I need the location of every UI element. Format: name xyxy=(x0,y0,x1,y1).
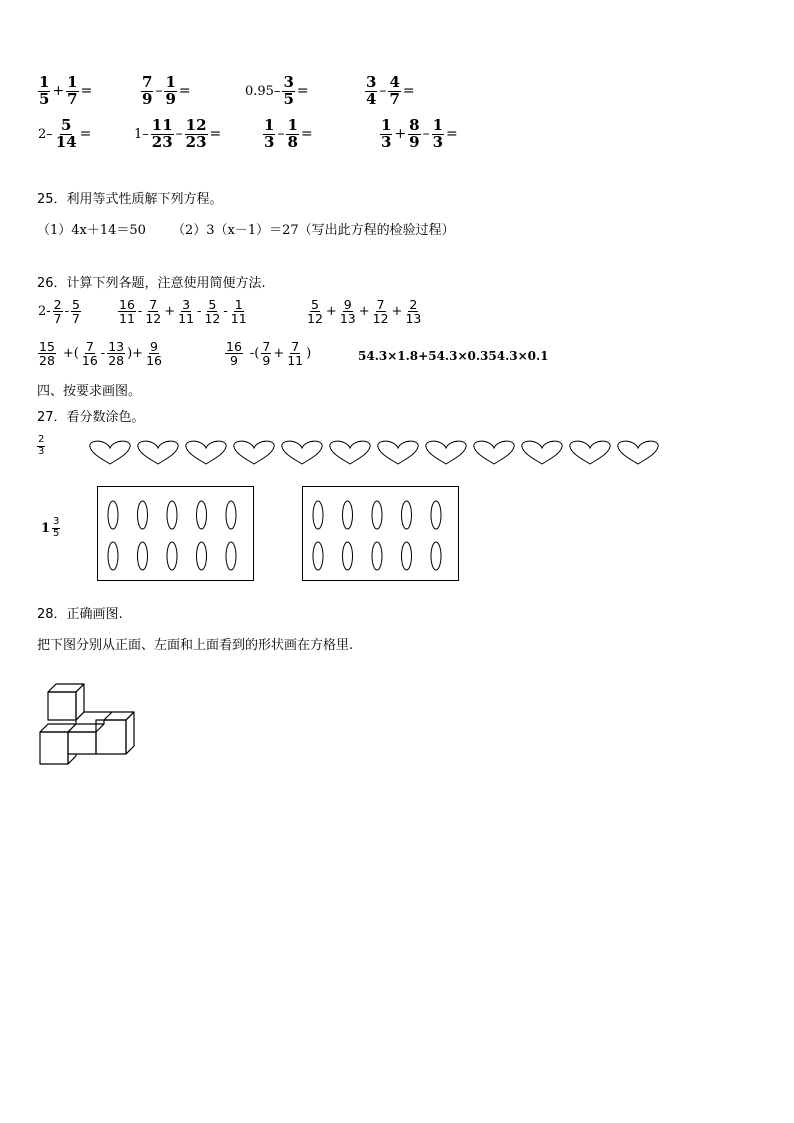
fraction: $\frac{7}{16}$ xyxy=(81,339,98,369)
heart-shape xyxy=(474,441,514,464)
q26-expr-6: 54.3×1.8+54.3×0.354.3×0.1 xyxy=(358,349,549,363)
ellipse-shape xyxy=(167,542,177,570)
q26-expr-4: $\frac{15}{28}$ +( $\frac{7}{16}$ - $\frac{13}{28}$ )+ $\frac{9}{16}$ xyxy=(39,339,162,369)
fraction: $\frac{1}{11}$ xyxy=(230,297,247,327)
fraction: $\frac{1}{7}$ xyxy=(67,73,78,108)
fraction: $\frac{3}{4}$ xyxy=(366,73,377,108)
ellipse-shape xyxy=(372,501,382,529)
q26-expr-1: 2- $\frac{2}{7}$ - $\frac{5}{7}$ xyxy=(38,297,80,327)
calc-expr-2: $\frac{7}{9}$ – $\frac{1}{9}$ = xyxy=(142,73,191,108)
ellipse-shape xyxy=(343,542,353,570)
fraction: $\frac{8}{9}$ xyxy=(409,116,420,151)
calc-expr-1: $\frac{1}{5}$ + $\frac{1}{7}$ = xyxy=(39,73,93,108)
cube-front-2 xyxy=(68,732,96,754)
ellipse-shape xyxy=(226,501,236,529)
fraction: $\frac{9}{16}$ xyxy=(146,339,162,369)
fraction: $\frac{16}{9}$ xyxy=(226,339,242,369)
q25-part-2: （2）3（x－1）＝27（写出此方程的检验过程） xyxy=(172,223,455,238)
fraction: $\frac{15}{28}$ xyxy=(39,339,55,369)
fraction: $\frac{1}{3}$ xyxy=(381,116,392,151)
ellipse-shape xyxy=(197,501,207,529)
q26-title: 26．计算下列各题，注意使用简便方法. xyxy=(37,276,266,291)
calc-expr-3: 0.95– $\frac{3}{5}$ = xyxy=(245,73,309,108)
q26-expr-2: $\frac{16}{11}$ - $\frac{7}{12}$ + $\frac{3}{11}$ - $\frac{5}{12}$ - $\frac{1}{11}$ xyxy=(119,297,247,327)
calc-expr-6: 1– $\frac{11}{23}$ – $\frac{12}{23}$ = xyxy=(134,116,222,151)
fraction: $\frac{4}{7}$ xyxy=(389,73,400,108)
fraction: $\frac{5}{12}$ xyxy=(204,297,221,327)
fraction: $\frac{7}{9}$ xyxy=(262,339,271,369)
q26-expr-5: $\frac{16}{9}$ -( $\frac{7}{9}$ + $\frac{7}{11}$ ) xyxy=(226,339,312,369)
fraction: $\frac{2}{13}$ xyxy=(405,297,422,327)
fraction: $\frac{1}{8}$ xyxy=(287,116,298,151)
fraction: $\frac{13}{28}$ xyxy=(108,339,125,369)
q27-mixed-number: 1 $\frac{3}{5}$ xyxy=(41,516,60,539)
ellipse-shape xyxy=(197,542,207,570)
calc-expr-8: $\frac{1}{3}$ + $\frac{8}{9}$ – $\frac{1}{3}$ = xyxy=(381,116,458,151)
ellipse-shape xyxy=(226,542,236,570)
fraction: $\frac{1}{3}$ xyxy=(432,116,444,151)
fraction: $\frac{1}{9}$ xyxy=(165,73,176,108)
ellipse-shape xyxy=(108,501,118,529)
ellipse-shape xyxy=(313,542,323,570)
fraction: $\frac{5}{14}$ xyxy=(55,116,77,151)
heart-shape xyxy=(90,441,130,464)
ellipse-shape xyxy=(167,501,177,529)
ellipse-shape xyxy=(313,501,323,529)
fraction: $\frac{5}{12}$ xyxy=(307,297,323,327)
cube-top-side xyxy=(76,684,84,720)
q28-instruction: 把下图分别从正面、左面和上面看到的形状画在方格里. xyxy=(37,638,354,653)
heart-shape xyxy=(570,441,610,464)
q26-expr-3: $\frac{5}{12}$ + $\frac{9}{13}$ + $\frac{7}{12}$ + $\frac{2}{13}$ xyxy=(307,297,422,327)
heart-shape xyxy=(282,441,322,464)
heart-shape xyxy=(186,441,226,464)
q28-title: 28．正确画图. xyxy=(37,607,123,622)
ellipse-shape xyxy=(372,542,382,570)
heart-shape xyxy=(522,441,562,464)
fraction: $\frac{7}{11}$ xyxy=(287,339,304,369)
cube-figure xyxy=(38,674,138,768)
cube-front-1 xyxy=(40,732,68,764)
fraction: $\frac{1}{5}$ xyxy=(39,73,50,108)
fraction: $\frac{2}{3}$ xyxy=(38,434,45,457)
fraction: $\frac{3}{11}$ xyxy=(178,297,195,327)
heart-shape xyxy=(618,441,658,464)
heart-shape xyxy=(378,441,418,464)
ellipse-shape xyxy=(138,542,148,570)
fraction: $\frac{2}{7}$ xyxy=(53,297,62,327)
ellipse-shape xyxy=(431,501,441,529)
fraction: $\frac{16}{11}$ xyxy=(119,297,135,327)
ellipse-shape xyxy=(108,542,118,570)
heart-shape xyxy=(138,441,178,464)
ellipse-shape xyxy=(402,542,412,570)
heart-shape xyxy=(426,441,466,464)
heart-shape xyxy=(234,441,274,464)
cube-back-right-side xyxy=(126,712,134,754)
ellipse-box-1 xyxy=(97,486,254,581)
fraction: $\frac{7}{12}$ xyxy=(372,297,389,327)
fraction: $\frac{3}{5}$ xyxy=(283,73,294,108)
fraction: $\frac{7}{9}$ xyxy=(142,73,153,108)
section-4-title: 四、按要求画图。 xyxy=(37,384,142,399)
cube-front-2-top xyxy=(68,724,104,732)
fraction: $\frac{11}{23}$ xyxy=(151,116,173,151)
heart-shape xyxy=(330,441,370,464)
ellipse-shape xyxy=(431,542,441,570)
ellipse-shape xyxy=(343,501,353,529)
q25-part-1: （1）4x＋14＝50 xyxy=(37,223,146,238)
fraction: $\frac{9}{13}$ xyxy=(339,297,356,327)
fraction: $\frac{3}{5}$ xyxy=(53,516,60,539)
cube-front-3 xyxy=(96,720,126,754)
fraction: $\frac{5}{7}$ xyxy=(72,297,80,327)
cube-top-top xyxy=(48,684,84,692)
calc-expr-7: $\frac{1}{3}$ – $\frac{1}{8}$ = xyxy=(264,116,313,151)
q27-title: 27．看分数涂色。 xyxy=(37,410,145,425)
ellipse-box-2 xyxy=(302,486,459,581)
fraction: $\frac{12}{23}$ xyxy=(185,116,207,151)
fraction: $\frac{7}{12}$ xyxy=(145,297,162,327)
cube-top-front xyxy=(48,692,76,720)
calc-expr-5: 2– $\frac{5}{14}$ = xyxy=(38,116,92,151)
calc-expr-4: $\frac{3}{4}$ – $\frac{4}{7}$ = xyxy=(366,73,415,108)
q25-title: 25．利用等式性质解下列方程。 xyxy=(37,192,223,207)
fraction: $\frac{1}{3}$ xyxy=(264,116,275,151)
ellipse-shape xyxy=(402,501,412,529)
ellipse-shape xyxy=(138,501,148,529)
cube-front-1-top xyxy=(40,724,76,732)
